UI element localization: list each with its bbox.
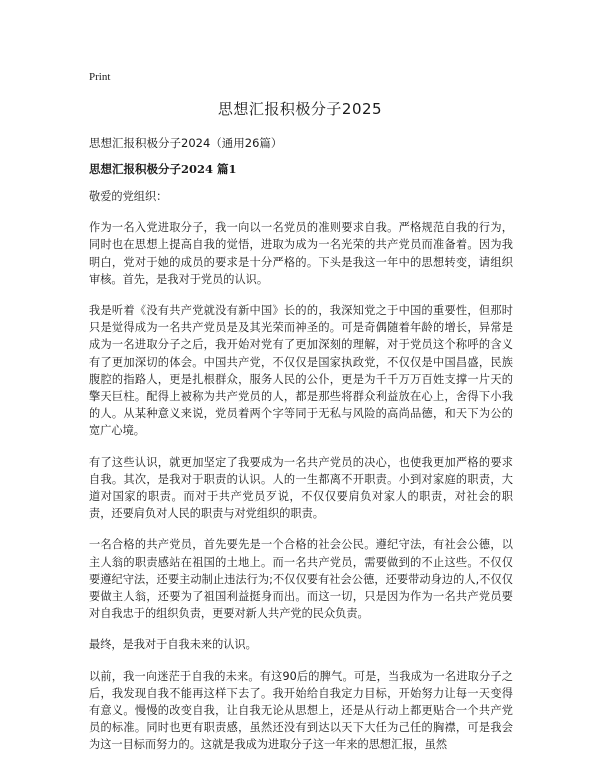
paragraph: 最终，是我对于自我未来的认识。 [89,638,257,652]
paragraph: 有了这些认识，就更加坚定了我要成为一名共产党员的决心，也使我更加严格的要求自我。其次，是我对于职责的认识。人的一生都离不开职责。小到对家庭的职责，大道对国家的职责。而对于共产党员歹说，不仅仅要肩负对家人的职责，对社会的职责，还要肩负对人民的职责与对党组织的职责。 [89,455,513,521]
section-heading: 思想汇报积极分子2024 篇1 [89,162,237,176]
document-title: 思想汇报积极分子2025 [217,100,383,118]
paragraph: 作为一名入党进取分子，我一向以一名党员的准则要求自我。严格规范自我的行为，同时也在思想上提高自我的觉悟，进取为成为一名光荣的共产党员而准备着。因为我明白，党对于她的成员的要求是十分严格的。下头是我这一年中的思想转变，请组织审核。首先，是我对于党员的认识。 [89,221,513,286]
print-link[interactable]: Print [89,71,111,83]
paragraph: 我是听着《没有共产党就没有新中国》长的的，我深知党之于中国的重要性，但那时只是觉得成为一名共产党员是及其光荣而神圣的。可是奇偶随着年龄的增长，异常是成为一名进取分子之后，我开始对党有了更加深刻的理解，对于党员这个称呼的含义有了更加深切的体会。中国共产党，不仅仅是国家执政党，不仅仅是中国昌盛，民族腹腔的指路人，更是扎根群众，服务人民的公仆，更是为千千万万百姓支撑一片天的擎天巨柱。配得上被称为共产党员的人，都是那些将群众利益放在心上，舍得下小我的人。从某种意义来说，党员着两个字等同于无私与风险的高尚品德，和天下为公的宽广心境。 [89,304,513,438]
document-subtitle: 思想汇报积极分子2024（通用26篇） [89,136,283,150]
document-body [89,188,513,768]
salutation: 敬爱的党组织： [89,190,168,203]
paragraph: 一名合格的共产党员，首先要先是一个合格的社会公民。遵纪守法，有社会公德，以主人翁的职责感站在祖国的土地上。而一名共产党员，需要做到的不止这些。不仅仅要遵纪守法，还要主动制止违法行为;不仅仅要有社会公德，还要带动身边的人,不仅仅要做主人翁，还要为了祖国利益挺身而出。而这一切，只是因为作为一名共产党员要对自我忠于的组织负责，更要对新人共产党的民众负责。 [89,538,513,621]
paragraph: 以前，我一向迷茫于自我的未来。有这90后的脾气。可是，当我成为一名进取分子之后，我发现自我不能再这样下去了。我开始给自我定力目标，开始努力让每一天变得有意义。慢慢的改变自我，让自我无论从思想上，还是从行动上都更贴合一个共产党员的标准。同时也更有职责感，虽然还没有到达以天下大任为己任的胸襟，可是我会为这一目标而努力的。这就是我成为进取分子这一年来的思想汇报，虽然 [89,669,513,752]
